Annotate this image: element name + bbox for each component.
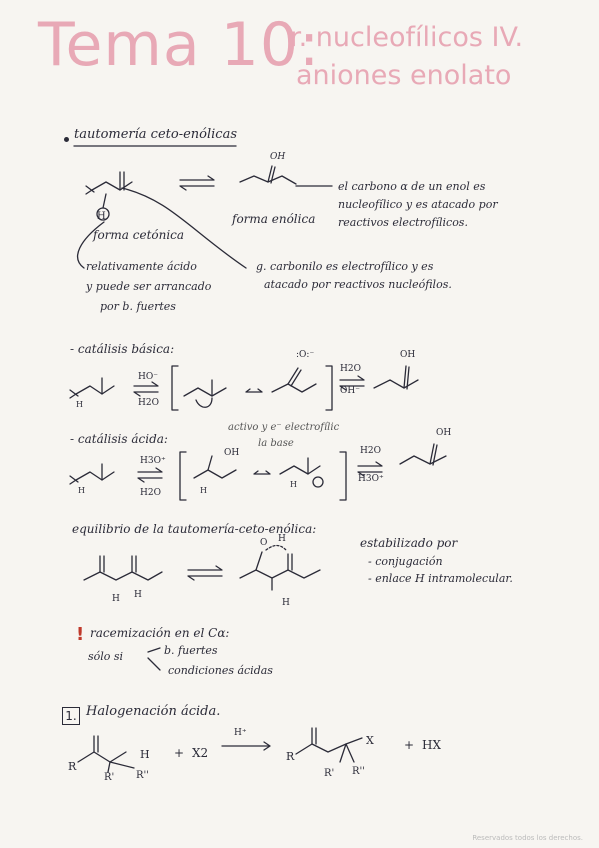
- heading-tautomeria: tautomería ceto-enólicas: [74, 127, 238, 142]
- note-h-line3: por b. fuertes: [100, 300, 176, 313]
- basica-h-label: H: [76, 400, 83, 409]
- basica-arrows-2-icon: [340, 376, 364, 390]
- note-h-line2: y puede ser arrancado: [86, 280, 212, 293]
- halo-x2: X2: [192, 746, 209, 760]
- acida-h3o: H3O⁺: [358, 474, 384, 484]
- halo-r-reactant: R: [68, 760, 77, 773]
- curved-arrow-icon: [78, 222, 104, 268]
- diketone-structure-icon: [84, 556, 162, 580]
- heading-equilibrio: equilibrio de la tautomería-ceto-enólica:: [72, 522, 317, 536]
- halo-h-reactant: H: [140, 748, 150, 761]
- keto-structure-icon: [86, 172, 132, 220]
- heading-racemizacion: racemización en el Cα:: [90, 626, 230, 640]
- enol-structure-icon: [240, 166, 296, 184]
- title-line1: r. nucleofílicos IV.: [290, 22, 524, 53]
- equilibrio-note-line2: - conjugación: [368, 555, 443, 568]
- acida-reactant-icon: [70, 464, 114, 484]
- acida-arrows-icon: [138, 468, 162, 482]
- curved-arrow-icon: [122, 188, 246, 268]
- note-h-line1: relativamente ácido: [86, 260, 197, 273]
- acida-oh-product: OH: [436, 428, 452, 438]
- basica-arrows-icon: [134, 382, 158, 396]
- equilibrio-note-line3: - enlace H intramolecular.: [368, 572, 513, 585]
- bracket-left-2-icon: [180, 452, 186, 500]
- acida-oxonium-icon: [194, 456, 236, 478]
- basica-enol-product-icon: [374, 366, 418, 389]
- note-enol-line1: el carbono α de un enol es: [338, 180, 486, 193]
- acida-oh-label-1: OH: [224, 448, 240, 458]
- note-carbonilo-line2: atacado por reactivos nucleófilos.: [264, 278, 452, 291]
- halo-r1-product: R': [324, 768, 335, 779]
- alpha-h-label: H: [97, 211, 106, 222]
- basica-oh-product: OH: [400, 350, 416, 360]
- resonance-arrow-icon: [246, 389, 262, 392]
- racemizacion-opt1: b. fuertes: [164, 644, 218, 657]
- enol-chelate-structure-icon: [240, 546, 320, 591]
- acida-enol-product-icon: [400, 444, 446, 465]
- brace-icon: [148, 648, 160, 670]
- basica-carbanion-icon: [184, 380, 226, 407]
- equilibrium-arrow-2-icon: [188, 566, 222, 580]
- basica-reactant-icon: [70, 378, 114, 398]
- enol-oh-label: OH: [270, 152, 286, 162]
- section-number-box: 1.: [62, 707, 80, 725]
- bracket-right-icon: [326, 366, 332, 410]
- note-enol-line3: reactivos electrofílicos.: [338, 216, 468, 229]
- acida-h-label-1: H: [78, 486, 85, 495]
- label-forma-cetonica: forma cetónica: [93, 228, 185, 242]
- halo-plus-2: +: [404, 738, 415, 752]
- basica-enolate-icon: [272, 368, 316, 392]
- equilibrio-note-line1: estabilizado por: [360, 536, 458, 550]
- acida-h2o: H2O: [360, 446, 381, 456]
- label-forma-enolica: forma enólica: [232, 212, 316, 226]
- equilibrium-arrow-icon: [180, 176, 214, 190]
- halo-r-product: R: [286, 750, 295, 763]
- basica-reagent-bottom: H2O: [138, 398, 159, 408]
- halo-catalyst: H⁺: [234, 728, 247, 738]
- footer-copyright: Reservados todos los derechos.: [472, 834, 583, 842]
- basica-reagent-top: HO⁻: [138, 372, 158, 382]
- heading-catalisis-acida: - catálisis ácida:: [70, 432, 168, 446]
- acida-reagent-bottom: H2O: [140, 488, 161, 498]
- title-main: Tema 10:: [38, 10, 321, 80]
- acida-note-line1: activo y e⁻ electrofílic: [228, 422, 340, 433]
- halo-r2-reactant: R'': [136, 770, 150, 781]
- equilibrio-h-label-1: H: [112, 594, 120, 604]
- warning-mark-icon: !: [76, 624, 85, 645]
- resonance-arrow-2-icon: [254, 471, 270, 474]
- bracket-right-2-icon: [340, 452, 346, 500]
- title-line2: aniones enolato: [296, 60, 512, 91]
- equilibrio-h-label-3: H: [282, 598, 290, 608]
- halo-plus-1: +: [174, 746, 185, 760]
- equilibrio-h-bond-label: H: [278, 534, 286, 544]
- basica-h2o: H2O: [340, 364, 361, 374]
- halo-product-icon: [296, 728, 362, 762]
- acida-note-line2: la base: [258, 438, 294, 449]
- acida-h-label-2: H: [200, 486, 207, 495]
- halo-r1-reactant: R': [104, 772, 115, 783]
- halo-x-product: X: [366, 734, 374, 747]
- basica-oh-minus: OH⁻: [340, 386, 360, 396]
- note-enol-line2: nucleofílico y es atacado por: [338, 198, 498, 211]
- basica-o-anion: :O:⁻: [296, 350, 315, 360]
- heading-catalisis-basica: - catálisis básica:: [70, 342, 175, 356]
- acida-arrows-2-icon: [358, 462, 382, 476]
- halo-r2-product: R'': [352, 766, 366, 777]
- heading-halogenacion: Halogenación ácida.: [86, 704, 221, 719]
- racemizacion-solo-si: sólo si: [88, 650, 124, 663]
- bracket-left-icon: [172, 366, 178, 410]
- note-carbonilo-line1: g. carbonilo es electrofílico y es: [256, 260, 434, 273]
- halo-reactant-icon: [78, 736, 134, 772]
- acida-reagent-top: H3O⁺: [140, 456, 166, 466]
- racemizacion-opt2: condiciones ácidas: [168, 664, 273, 677]
- equilibrio-o-label: O: [260, 538, 268, 548]
- reaction-arrow-icon: [222, 742, 270, 750]
- halo-hx: HX: [422, 738, 442, 752]
- acida-h-label-3: H: [290, 480, 297, 489]
- acida-carbocation-icon: [280, 458, 323, 487]
- equilibrio-h-label-2: H: [134, 590, 142, 600]
